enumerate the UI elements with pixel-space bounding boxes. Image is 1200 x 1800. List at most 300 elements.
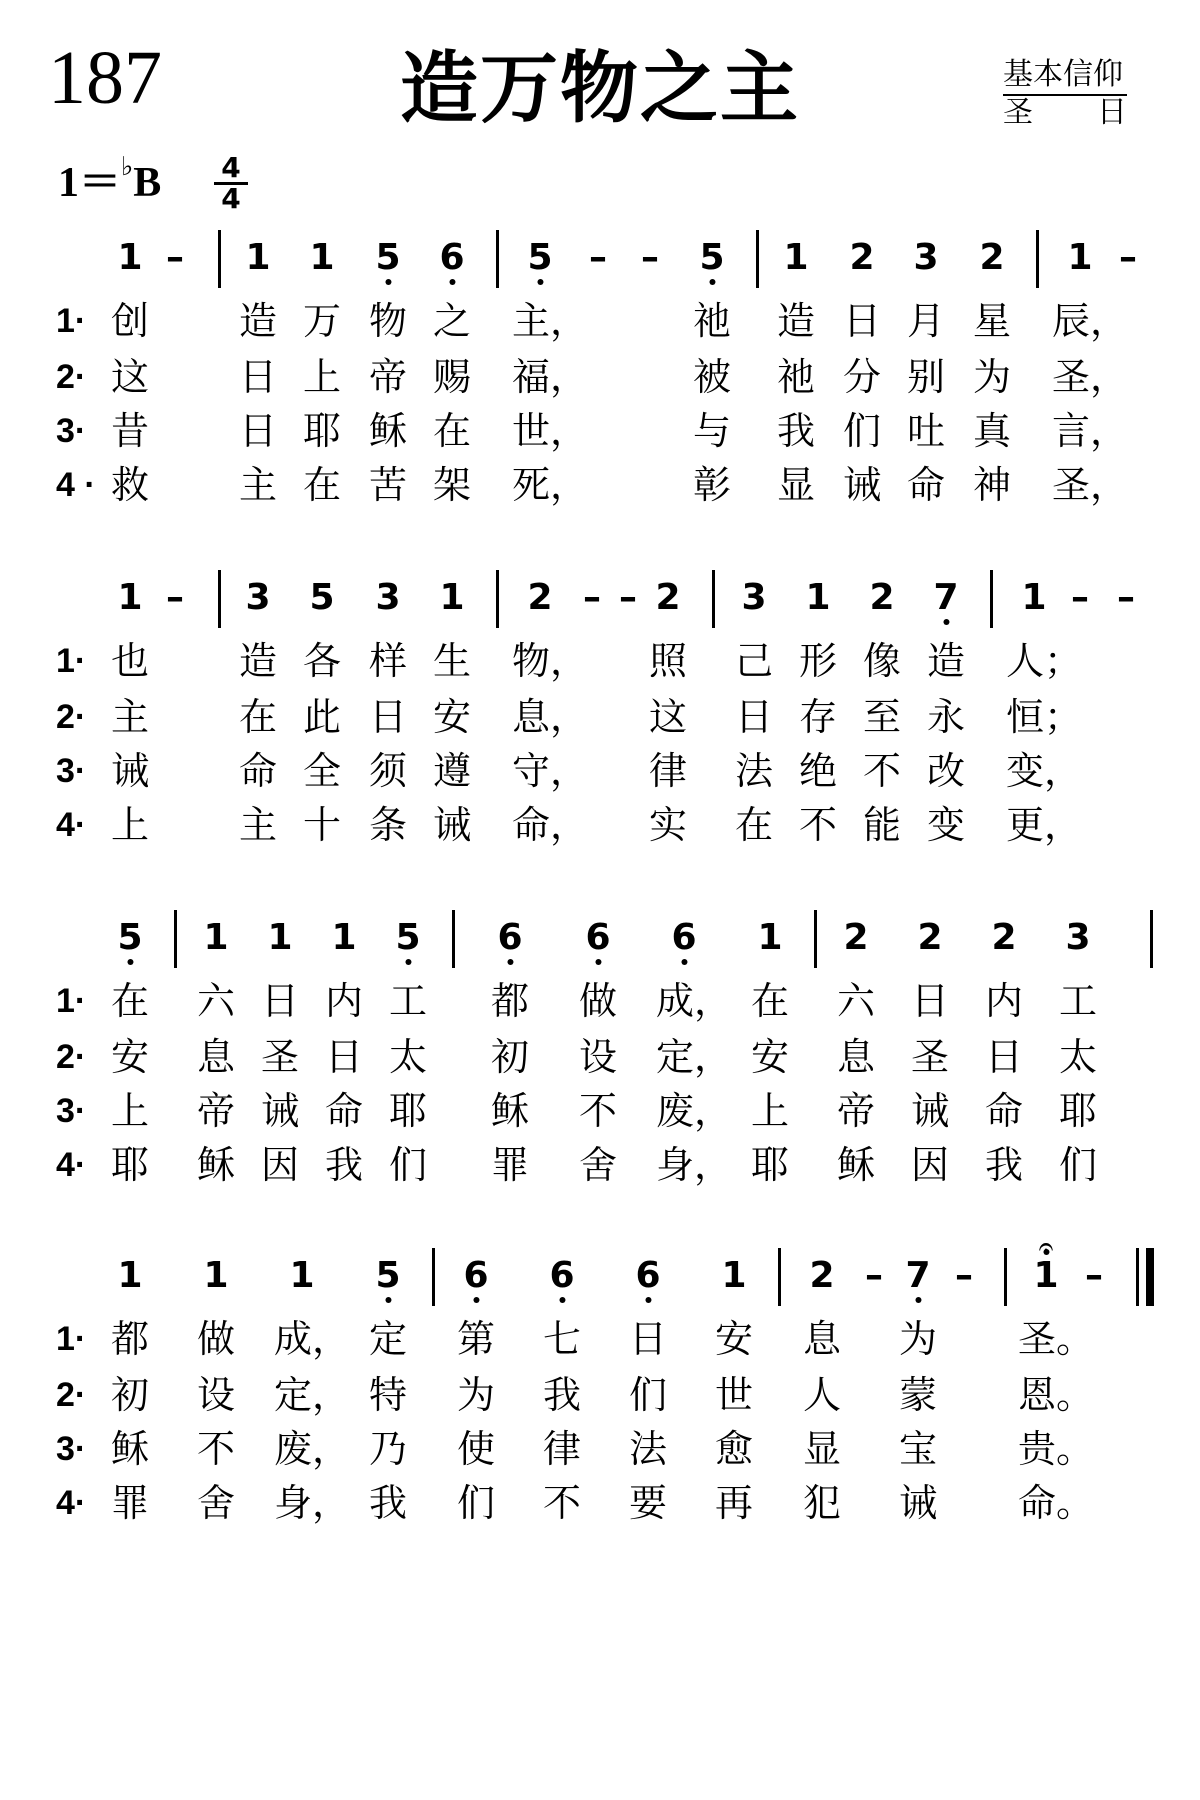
lyric-syllable: 成， [273, 1317, 351, 1361]
lyric-syllable: 息 [802, 1317, 842, 1361]
lyric-syllable: 这 [648, 695, 688, 739]
lyric-syllable: 上 [302, 355, 342, 399]
note: 1 [1067, 237, 1093, 278]
lyric-syllable: 昔 [110, 409, 150, 453]
lyric-syllable: 不 [798, 803, 838, 847]
lyric-syllable: 架 [432, 463, 472, 507]
lyric-syllable: 更， [1005, 803, 1083, 847]
lyric-syllable: 苦 [368, 463, 408, 507]
lyric-syllable: 稣 [490, 1089, 530, 1133]
lyric-syllable: 安 [750, 1035, 790, 1079]
low-octave-dot [385, 1297, 391, 1303]
lyric-syllable: 日 [628, 1317, 668, 1361]
lyric-syllable: 安 [432, 695, 472, 739]
lyric-syllable: 稣 [196, 1143, 236, 1187]
lyric-syllable: 我 [368, 1481, 408, 1525]
lyric-syllable: 定， [273, 1373, 351, 1417]
lyric-syllable: 日 [238, 355, 278, 399]
bar-line [1004, 1248, 1007, 1306]
lyric-syllable: 命 [238, 749, 278, 793]
lyric-syllable: 为 [456, 1373, 496, 1417]
lyric-syllable: 息 [196, 1035, 236, 1079]
lyric-syllable: 设 [196, 1373, 236, 1417]
verse-number: 4· [56, 806, 87, 844]
lyric-syllable: 世 [714, 1373, 754, 1417]
note: 2 [655, 577, 681, 618]
note: 1 [267, 917, 293, 958]
hymn-number: 187 [48, 36, 162, 120]
lyric-syllable: 各 [302, 639, 342, 683]
note: 1 [245, 237, 271, 278]
lyric-syllable: 诫 [260, 1089, 300, 1133]
note: 5 [375, 1258, 400, 1294]
lyric-syllable: 上 [750, 1089, 790, 1133]
note-dash: – [583, 577, 601, 618]
lyric-syllable: 因 [910, 1143, 950, 1187]
note: 2 [869, 577, 895, 618]
lyric-syllable: 赐 [432, 355, 472, 399]
bar-line [990, 570, 993, 628]
note: 3 [913, 237, 939, 278]
note: 5 [395, 920, 420, 956]
note-dash: – [589, 237, 607, 278]
note: 6 [439, 240, 464, 276]
verse-number: 1· [56, 302, 87, 340]
lyric-syllable: 我 [324, 1143, 364, 1187]
lyric-syllable: 圣。 [1017, 1317, 1095, 1361]
lyric-syllable: 分 [842, 355, 882, 399]
category-primary: 基本信仰 [1003, 58, 1127, 96]
note: 3 [375, 577, 401, 618]
lyric-syllable: 恒； [1005, 695, 1083, 739]
note: 1 [117, 577, 143, 618]
note: 2 [527, 577, 553, 618]
lyric-syllable: 物 [368, 299, 408, 343]
lyric-syllable: 我 [984, 1143, 1024, 1187]
lyric-syllable: 律 [542, 1427, 582, 1471]
lyric-syllable: 变， [1005, 749, 1083, 793]
lyric-syllable: 初 [110, 1373, 150, 1417]
note: 1 [783, 237, 809, 278]
lyric-syllable: 定， [655, 1035, 733, 1079]
lyric-syllable: 物， [511, 639, 589, 683]
lyric-syllable: 都 [490, 979, 530, 1023]
note: 7 [933, 580, 958, 616]
lyric-syllable: 造 [238, 639, 278, 683]
bar-line [496, 230, 499, 288]
lyric-syllable: 主 [110, 695, 150, 739]
note-dash: – [1085, 1255, 1103, 1296]
lyric-syllable: 特 [368, 1373, 408, 1417]
note: 1 [439, 577, 465, 618]
key-signature [58, 152, 162, 206]
lyric-syllable: 真 [972, 409, 1012, 453]
note: 1 [117, 237, 143, 278]
lyric-syllable: 日 [324, 1035, 364, 1079]
lyric-syllable: 耶 [388, 1089, 428, 1133]
lyric-syllable: 要 [628, 1481, 668, 1525]
lyric-syllable: 样 [368, 639, 408, 683]
lyric-syllable: 造 [238, 299, 278, 343]
lyric-syllable: 耶 [750, 1143, 790, 1187]
lyric-syllable: 创 [110, 299, 150, 343]
low-octave-dot [449, 279, 455, 285]
note-dash: – [619, 577, 637, 618]
verse-number: 4· [56, 1484, 87, 1522]
lyric-syllable: 日 [238, 409, 278, 453]
lyric-syllable: 全 [302, 749, 342, 793]
note: 1 [203, 917, 229, 958]
note: 1 [331, 917, 357, 958]
lyric-syllable: 安 [110, 1035, 150, 1079]
lyric-syllable: 命。 [1017, 1481, 1095, 1525]
lyric-syllable: 永 [926, 695, 966, 739]
lyric-syllable: 命 [984, 1089, 1024, 1133]
lyric-syllable: 稣 [368, 409, 408, 453]
low-octave-dot [559, 1297, 565, 1303]
category-label [1003, 58, 1127, 130]
lyric-syllable: 诫 [898, 1481, 938, 1525]
note: 2 [917, 917, 943, 958]
lyric-syllable: 显 [802, 1427, 842, 1471]
lyric-syllable: 存 [798, 695, 838, 739]
lyric-syllable: 不 [542, 1481, 582, 1525]
lyric-syllable: 太 [1058, 1035, 1098, 1079]
lyric-syllable: 在 [302, 463, 342, 507]
note: 1 [203, 1255, 229, 1296]
note: 2 [849, 237, 875, 278]
verse-number: 3· [56, 1430, 87, 1468]
lyric-syllable: 废， [273, 1427, 351, 1471]
bar-line [778, 1248, 781, 1306]
lyric-syllable: 世， [511, 409, 589, 453]
lyric-syllable: 命 [906, 463, 946, 507]
lyric-syllable: 日 [910, 979, 950, 1023]
key-prefix: 1＝ [58, 160, 122, 206]
lyric-syllable: 稣 [110, 1427, 150, 1471]
note: 5 [117, 920, 142, 956]
lyric-syllable: 不 [862, 749, 902, 793]
verse-number: 2· [56, 358, 87, 396]
lyric-syllable: 月 [906, 299, 946, 343]
hymn-title: 造万物之主 [399, 44, 800, 134]
low-octave-dot [645, 1297, 651, 1303]
lyric-syllable: 形 [798, 639, 838, 683]
lyric-syllable: 们 [842, 409, 882, 453]
verse-number: 4· [56, 1146, 87, 1184]
key-letter: B [133, 160, 162, 206]
lyric-syllable: 帝 [368, 355, 408, 399]
note-dash: – [955, 1255, 973, 1296]
note-dash: – [1071, 577, 1089, 618]
lyric-syllable: 六 [196, 979, 236, 1023]
time-signature [214, 151, 248, 215]
lyric-syllable: 帝 [196, 1089, 236, 1133]
lyric-syllable: 遵 [432, 749, 472, 793]
lyric-syllable: 十 [302, 803, 342, 847]
note-dash: – [641, 237, 659, 278]
lyric-syllable: 们 [456, 1481, 496, 1525]
lyric-syllable: 辰， [1051, 299, 1129, 343]
lyric-syllable: 吐 [906, 409, 946, 453]
category-secondary-right: 日 [1097, 95, 1127, 130]
bar-line [814, 910, 817, 968]
lyric-syllable: 圣 [910, 1035, 950, 1079]
lyric-syllable: 恩。 [1017, 1373, 1095, 1417]
lyric-syllable: 主 [238, 803, 278, 847]
lyric-syllable: 与 [692, 409, 732, 453]
lyric-syllable: 诫 [842, 463, 882, 507]
lyric-syllable: 人 [802, 1373, 842, 1417]
lyric-syllable: 主， [511, 299, 589, 343]
note: 7 [905, 1258, 930, 1294]
bar-line [218, 230, 221, 288]
note: 1 𝄐 [1033, 1232, 1059, 1296]
lyric-syllable: 工 [1058, 979, 1098, 1023]
lyric-syllable: 设 [578, 1035, 618, 1079]
lyric-syllable: 贵。 [1017, 1427, 1095, 1471]
lyric-syllable: 至 [862, 695, 902, 739]
lyric-syllable: 耶 [302, 409, 342, 453]
low-octave-dot [595, 959, 601, 965]
lyric-syllable: 被 [692, 355, 732, 399]
lyric-syllable: 显 [776, 463, 816, 507]
note: 1 [1021, 577, 1047, 618]
note: 6 [635, 1258, 660, 1294]
note: 5 [309, 577, 335, 618]
lyric-syllable: 蒙 [898, 1373, 938, 1417]
lyric-syllable: 在 [432, 409, 472, 453]
time-signature-bottom: 4 [221, 182, 241, 215]
lyric-syllable: 别 [906, 355, 946, 399]
lyric-syllable: 在 [750, 979, 790, 1023]
lyric-syllable: 造 [776, 299, 816, 343]
lyric-syllable: 造 [926, 639, 966, 683]
lyric-syllable: 初 [490, 1035, 530, 1079]
verse-number: 1· [56, 642, 87, 680]
lyric-syllable: 工 [388, 979, 428, 1023]
verse-number: 3· [56, 752, 87, 790]
bar-line [432, 1248, 435, 1306]
note: 3 [1065, 917, 1091, 958]
lyric-syllable: 因 [260, 1143, 300, 1187]
lyric-syllable: 上 [110, 1089, 150, 1133]
low-octave-dot [385, 279, 391, 285]
time-signature-top: 4 [214, 154, 248, 185]
lyric-syllable: 日 [984, 1035, 1024, 1079]
low-octave-dot [709, 279, 715, 285]
lyric-syllable: 使 [456, 1427, 496, 1471]
lyric-syllable: 圣， [1051, 355, 1129, 399]
final-bar-thick [1146, 1248, 1154, 1306]
note: 6 [671, 920, 696, 956]
lyric-syllable: 死， [511, 463, 589, 507]
bar-line [218, 570, 221, 628]
low-octave-dot [507, 959, 513, 965]
lyric-syllable: 乃 [368, 1427, 408, 1471]
lyric-syllable: 稣 [836, 1143, 876, 1187]
lyric-syllable: 息， [511, 695, 589, 739]
lyric-syllable: 帝 [836, 1089, 876, 1133]
low-octave-dot [681, 959, 687, 965]
verse-number: 3· [56, 412, 87, 450]
lyric-syllable: 在 [734, 803, 774, 847]
bar-line [1150, 910, 1153, 968]
lyric-syllable: 内 [324, 979, 364, 1023]
low-octave-dot [915, 1297, 921, 1303]
note-dash: – [1119, 237, 1137, 278]
note: 3 [741, 577, 767, 618]
lyric-syllable: 再 [714, 1481, 754, 1525]
bar-line [1036, 230, 1039, 288]
lyric-syllable: 犯 [802, 1481, 842, 1525]
lyric-syllable: 星 [972, 299, 1012, 343]
lyric-syllable: 己 [734, 639, 774, 683]
lyric-syllable: 宝 [898, 1427, 938, 1471]
verse-number: 1· [56, 982, 87, 1020]
lyric-syllable: 改 [926, 749, 966, 793]
note: 5 [527, 240, 552, 276]
lyric-syllable: 定 [368, 1317, 408, 1361]
lyric-syllable: 实 [648, 803, 688, 847]
lyric-syllable: 诫 [110, 749, 150, 793]
lyric-syllable: 救 [110, 463, 150, 507]
note: 2 [991, 917, 1017, 958]
lyric-syllable: 做 [196, 1317, 236, 1361]
lyric-syllable: 祂 [692, 299, 732, 343]
lyric-syllable: 安 [714, 1317, 754, 1361]
verse-number: 4 · [56, 466, 96, 504]
lyric-syllable: 像 [862, 639, 902, 683]
note: 3 [245, 577, 271, 618]
lyric-syllable: 言， [1051, 409, 1129, 453]
lyric-syllable: 在 [238, 695, 278, 739]
lyric-syllable: 生 [432, 639, 472, 683]
lyric-syllable: 舍 [196, 1481, 236, 1525]
note: 1 [805, 577, 831, 618]
lyric-syllable: 照 [648, 639, 688, 683]
lyric-syllable: 守， [511, 749, 589, 793]
lyric-syllable: 第 [456, 1317, 496, 1361]
low-octave-dot [127, 959, 133, 965]
flat-icon: ♭ [121, 152, 134, 181]
fermata-icon: 𝄐 [1038, 1232, 1054, 1262]
lyric-syllable: 条 [368, 803, 408, 847]
note: 1 [757, 917, 783, 958]
lyric-syllable: 废， [655, 1089, 733, 1133]
lyric-syllable: 息 [836, 1035, 876, 1079]
lyric-syllable: 福， [511, 355, 589, 399]
category-secondary [1003, 96, 1127, 130]
category-secondary-left: 圣 [1003, 95, 1033, 130]
note: 6 [497, 920, 522, 956]
lyric-syllable: 变 [926, 803, 966, 847]
lyric-syllable: 彰 [692, 463, 732, 507]
lyric-syllable: 人； [1005, 639, 1083, 683]
lyric-syllable: 诫 [910, 1089, 950, 1133]
lyric-syllable: 我 [542, 1373, 582, 1417]
note: 1 [289, 1255, 315, 1296]
note-dash: – [166, 577, 184, 618]
lyric-syllable: 诫 [432, 803, 472, 847]
lyric-syllable: 法 [734, 749, 774, 793]
lyric-syllable: 七 [542, 1317, 582, 1361]
note: 2 [843, 917, 869, 958]
verse-number: 3· [56, 1092, 87, 1130]
lyric-syllable: 也 [110, 639, 150, 683]
lyric-syllable: 内 [984, 979, 1024, 1023]
note: 1 [117, 1255, 143, 1296]
note: 6 [463, 1258, 488, 1294]
lyric-syllable: 们 [628, 1373, 668, 1417]
lyric-syllable: 不 [196, 1427, 236, 1471]
note-dash: – [166, 237, 184, 278]
low-octave-dot [537, 279, 543, 285]
note: 2 [809, 1255, 835, 1296]
lyric-syllable: 日 [734, 695, 774, 739]
bar-line [756, 230, 759, 288]
verse-number: 2· [56, 698, 87, 736]
lyric-syllable: 罪 [490, 1143, 530, 1187]
note: 1 [309, 237, 335, 278]
lyric-syllable: 为 [972, 355, 1012, 399]
lyric-syllable: 太 [388, 1035, 428, 1079]
lyric-syllable: 圣， [1051, 463, 1129, 507]
note: 6 [585, 920, 610, 956]
lyric-syllable: 此 [302, 695, 342, 739]
lyric-syllable: 不 [578, 1089, 618, 1133]
lyric-syllable: 在 [110, 979, 150, 1023]
bar-line [174, 910, 177, 968]
lyric-syllable: 须 [368, 749, 408, 793]
lyric-syllable: 罪 [110, 1481, 150, 1525]
lyric-syllable: 绝 [798, 749, 838, 793]
lyric-syllable: 万 [302, 299, 342, 343]
bar-line [452, 910, 455, 968]
lyric-syllable: 愈 [714, 1427, 754, 1471]
lyric-syllable: 主 [238, 463, 278, 507]
lyric-syllable: 上 [110, 803, 150, 847]
lyric-syllable: 身， [273, 1481, 351, 1525]
lyric-syllable: 祂 [776, 355, 816, 399]
verse-number: 2· [56, 1038, 87, 1076]
note: 5 [375, 240, 400, 276]
lyric-syllable: 舍 [578, 1143, 618, 1187]
final-bar-thin [1136, 1248, 1139, 1306]
lyric-syllable: 都 [110, 1317, 150, 1361]
lyric-syllable: 之 [432, 299, 472, 343]
note-dash: – [865, 1255, 883, 1296]
lyric-syllable: 日 [842, 299, 882, 343]
lyric-syllable: 命， [511, 803, 589, 847]
note: 2 [979, 237, 1005, 278]
low-octave-dot [473, 1297, 479, 1303]
lyric-syllable: 身， [655, 1143, 733, 1187]
lyric-syllable: 我 [776, 409, 816, 453]
verse-number: 2· [56, 1376, 87, 1414]
lyric-syllable: 能 [862, 803, 902, 847]
lyric-syllable: 为 [898, 1317, 938, 1361]
lyric-syllable: 耶 [1058, 1089, 1098, 1133]
lyric-syllable: 日 [368, 695, 408, 739]
bar-line [712, 570, 715, 628]
bar-line [496, 570, 499, 628]
note: 6 [549, 1258, 574, 1294]
lyric-syllable: 日 [260, 979, 300, 1023]
lyric-syllable: 六 [836, 979, 876, 1023]
lyric-syllable: 们 [388, 1143, 428, 1187]
lyric-syllable: 做 [578, 979, 618, 1023]
